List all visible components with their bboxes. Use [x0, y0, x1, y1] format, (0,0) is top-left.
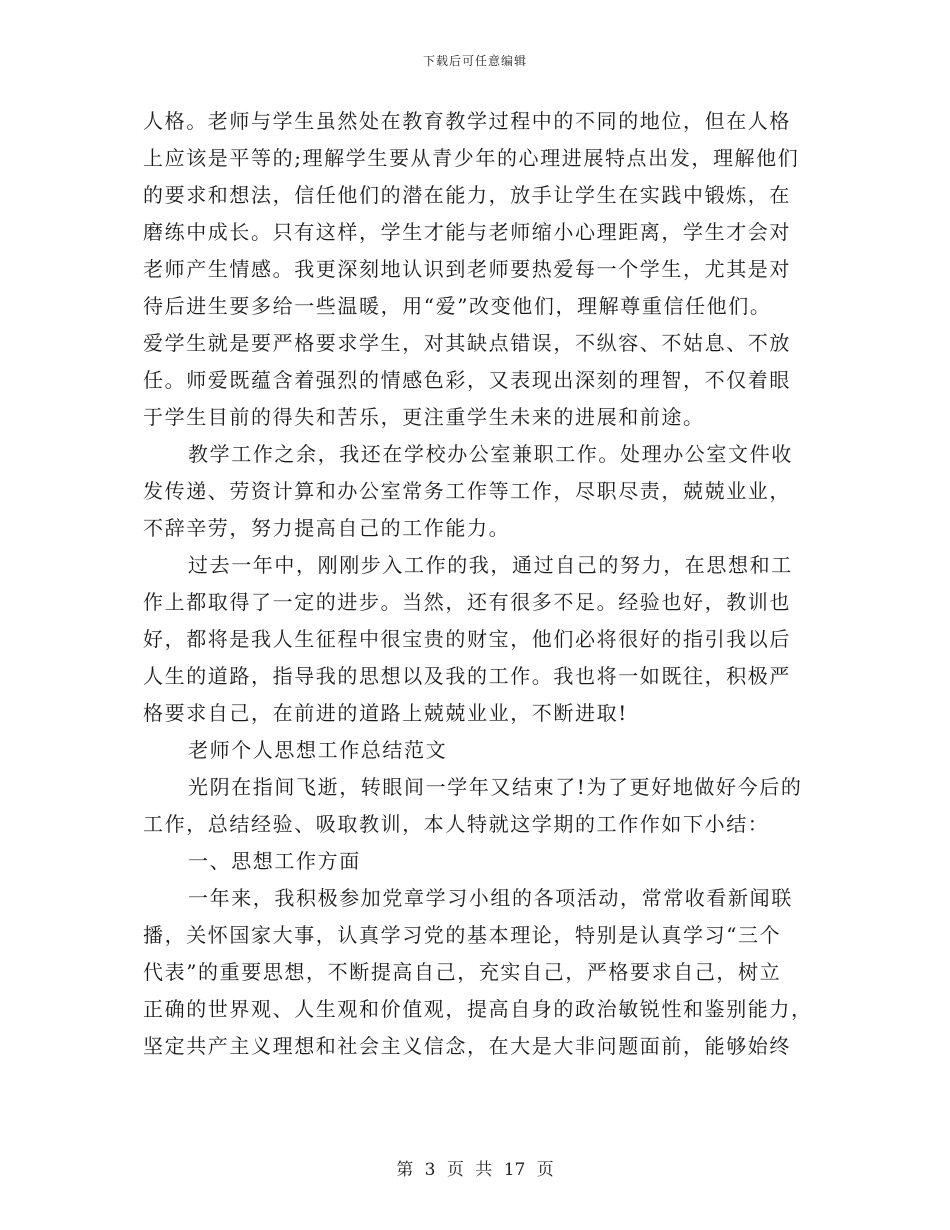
text-line: 上应该是平等的;理解学生要从青少年的心理进展特点出发，理解他们: [143, 146, 800, 170]
text-line: 于学生目前的得失和苦乐，更注重学生未来的进展和前途。: [143, 405, 705, 429]
text-line: 的要求和想法，信任他们的潜在能力，放手让学生在实践中锻炼，在: [143, 183, 791, 207]
text-line: 磨练中成长。只有这样，学生才能与老师缩小心理距离，学生才会对: [143, 220, 791, 244]
paragraph-start: 过去一年中，刚刚步入工作的我，通过自己的努力，在思想和工: [188, 553, 793, 577]
text-line: 格要求自己，在前进的道路上兢兢业业，不断进取!: [143, 701, 628, 725]
text-line: 工作，总结经验、吸取教训，本人特就这学期的工作作如下小结：: [143, 812, 770, 836]
page-footer: 第 3 页 共 17 页: [396, 1160, 554, 1180]
document-body: [143, 103, 823, 1065]
text-line: 任。师爱既蕴含着强烈的情感色彩，又表现出深刻的理智，不仅着眼: [143, 368, 791, 392]
text-line: 不辞辛劳，努力提高自己的工作能力。: [143, 516, 511, 540]
text-line: 坚定共产主义理想和社会主义信念，在大是大非问题面前，能够始终: [143, 1034, 791, 1058]
text-line: 播，关怀国家大事，认真学习党的基本理论，特别是认真学习“三个: [143, 923, 782, 947]
section-title: 老师个人思想工作总结范文: [188, 738, 448, 762]
text-line: 人生的道路，指导我的思想以及我的工作。我也将一如既往，积极严: [143, 664, 791, 688]
text-line: 人格。老师与学生虽然处在教育教学过程中的不同的地位，但在人格: [143, 109, 791, 133]
text-line: 正确的世界观、人生观和价值观，提高自身的政治敏锐性和鉴别能力，: [143, 997, 813, 1021]
text-line: 好，都将是我人生征程中很宝贵的财宝，他们必将很好的指引我以后: [143, 627, 791, 651]
text-line: 作上都取得了一定的进步。当然，还有很多不足。经验也好，教训也: [143, 590, 791, 614]
paragraph-start: 一年来，我积极参加党章学习小组的各项活动，常常收看新闻联: [188, 886, 793, 910]
section-heading: 一、思想工作方面: [188, 849, 361, 873]
text-line: 老师产生情感。我更深刻地认识到老师要热爱每一个学生，尤其是对: [143, 257, 791, 281]
paragraph-start: 教学工作之余，我还在学校办公室兼职工作。处理办公室文件收: [188, 442, 793, 466]
text-line: 爱学生就是要严格要求学生，对其缺点错误，不纵容、不姑息、不放: [143, 331, 791, 355]
text-line: 发传递、劳资计算和办公室常务工作等工作，尽职尽责，兢兢业业，: [143, 479, 791, 503]
text-line: 代表”的重要思想，不断提高自己，充实自己，严格要求自己，树立: [143, 960, 782, 984]
paragraph-start: 光阴在指间飞逝，转眼间一学年又结束了!为了更好地做好今后的: [188, 775, 803, 799]
page-header: 下载后可任意编辑: [422, 54, 527, 68]
text-line: 待后进生要多给一些温暖，用“爱”改变他们，理解尊重信任他们。: [143, 294, 772, 318]
